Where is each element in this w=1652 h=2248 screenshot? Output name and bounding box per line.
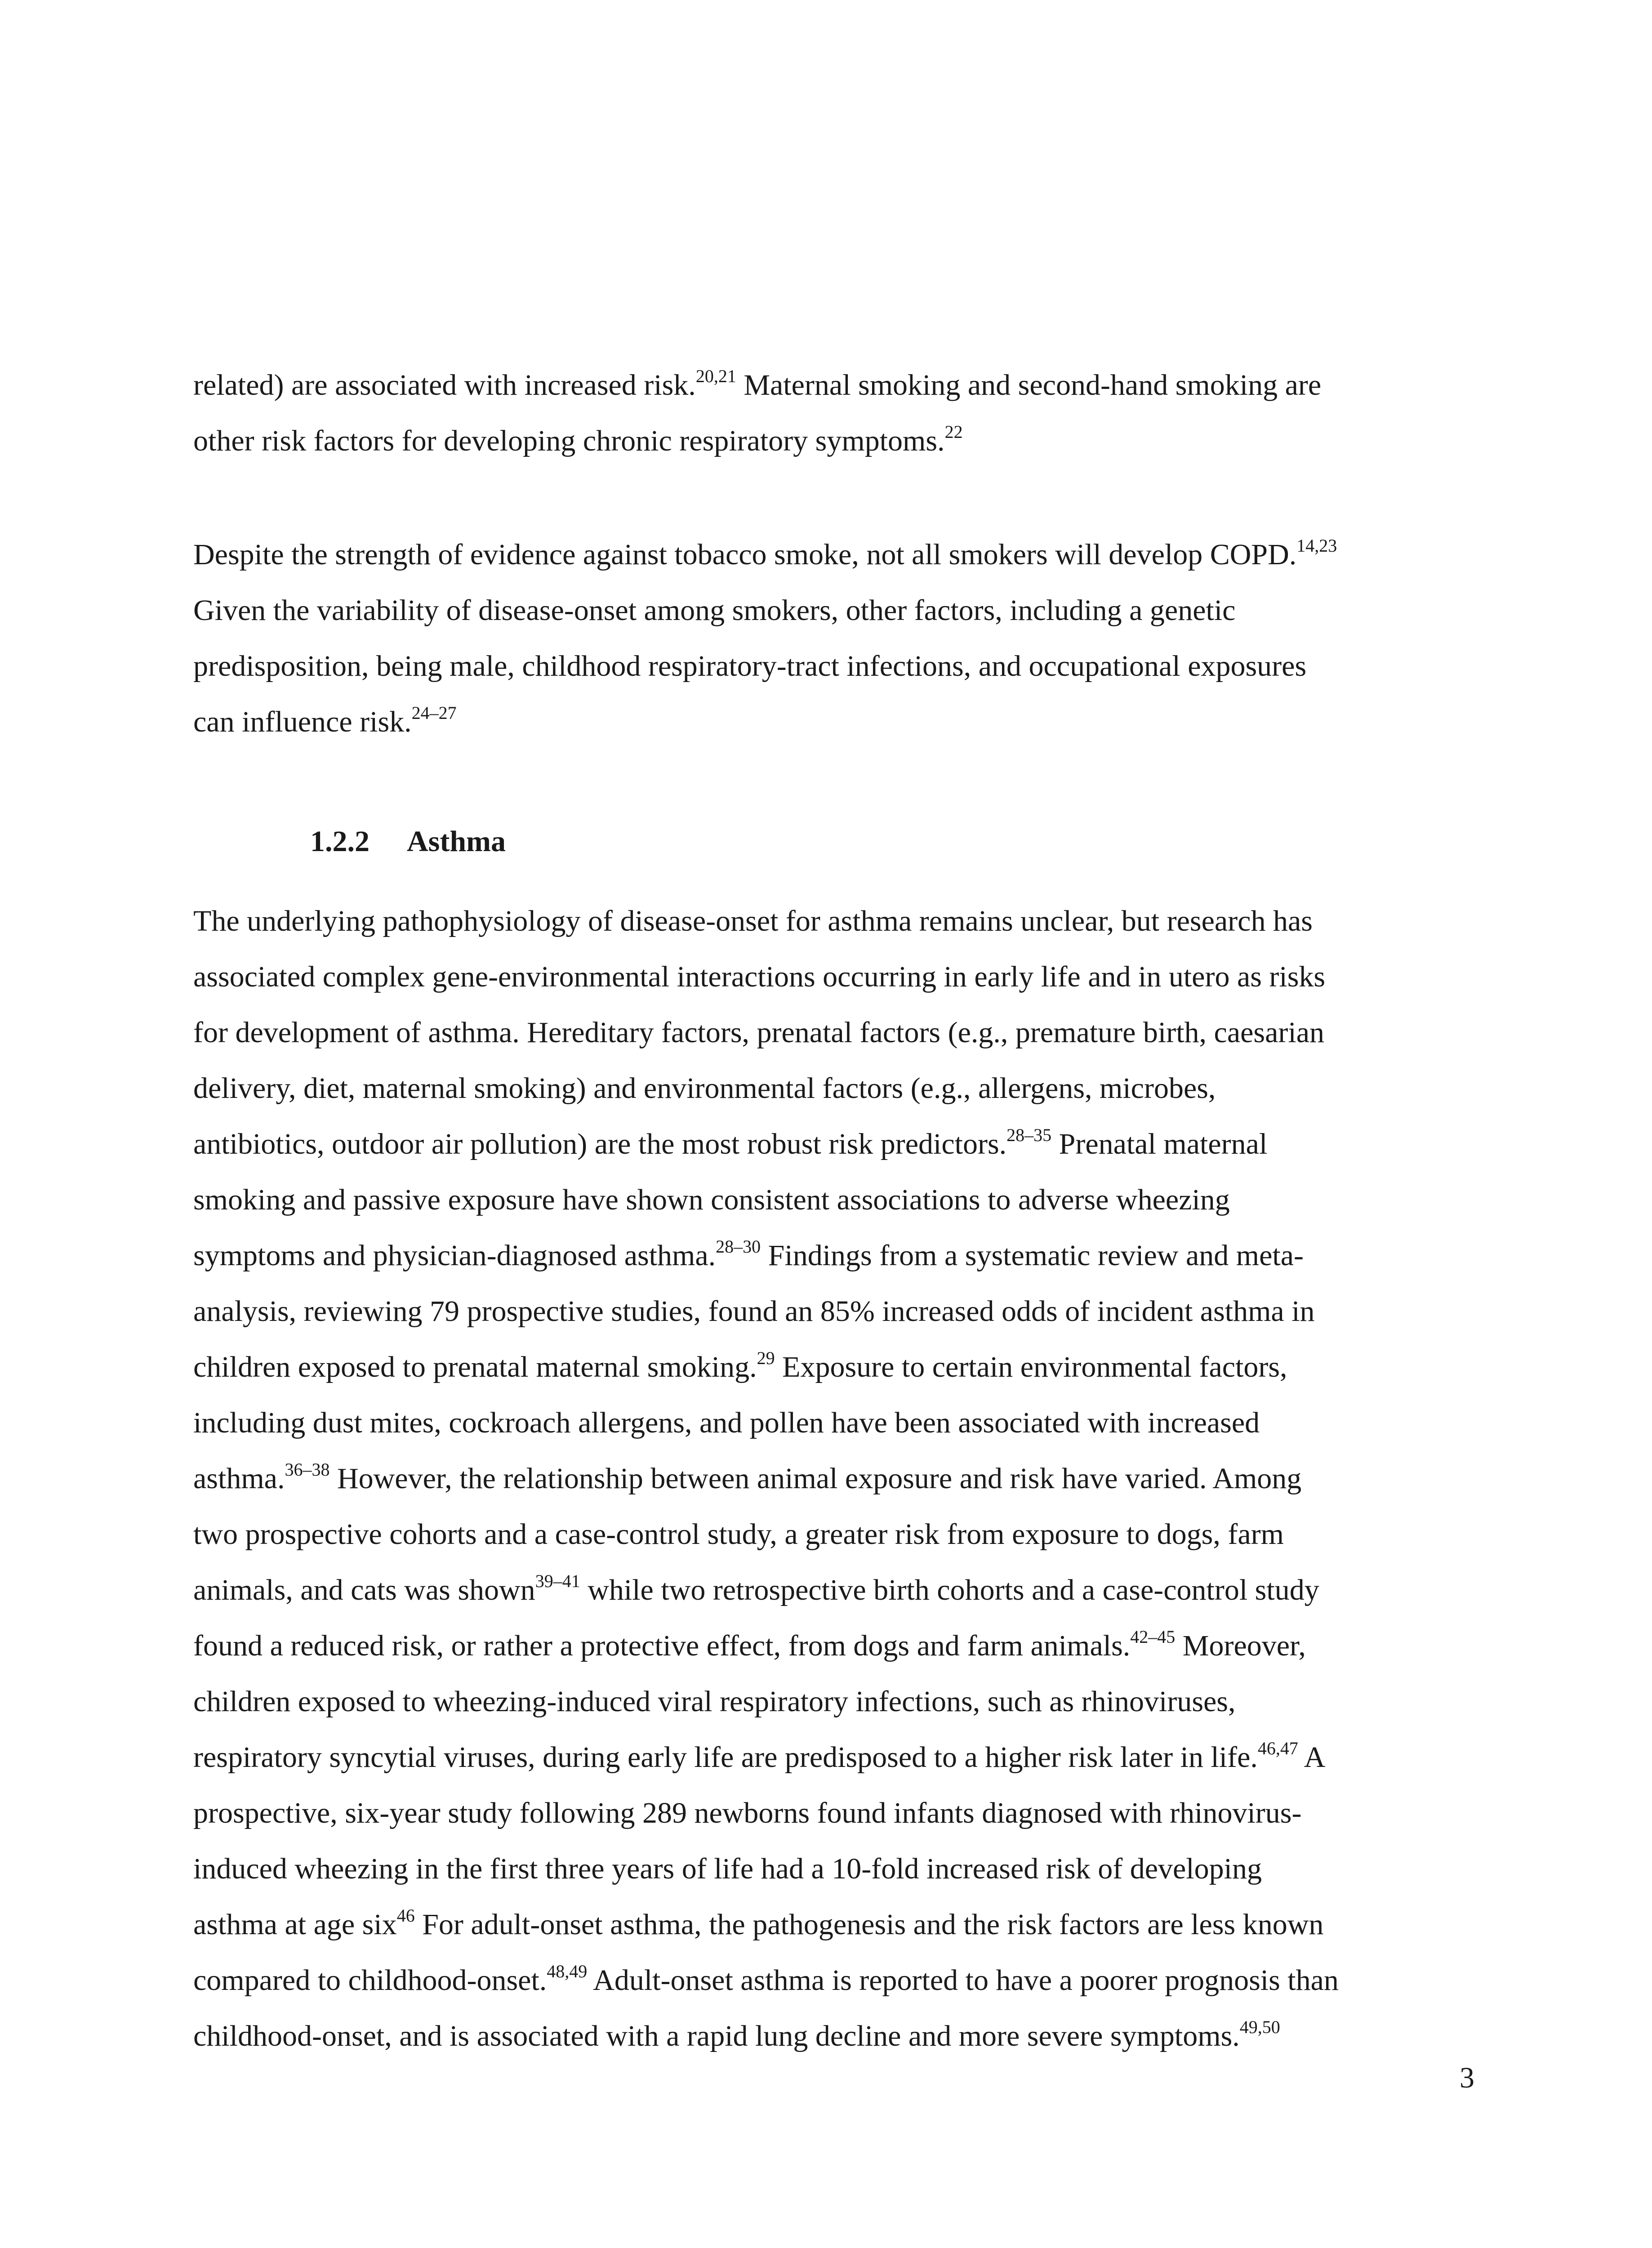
text-run: Prenatal maternal <box>1051 1128 1268 1160</box>
text-line <box>193 1841 1474 1897</box>
citation-superscript: 24–27 <box>411 703 457 723</box>
text-run: The underlying pathophysiology of disease-onset for asthma remains unclear, but research has <box>193 905 1313 937</box>
text-line <box>193 413 1474 469</box>
text-line <box>193 893 1474 949</box>
text-run: while two retrospective birth cohorts and a case-control study <box>580 1574 1319 1606</box>
text-line <box>193 1618 1474 1674</box>
citation-superscript: 20,21 <box>695 366 736 386</box>
text-line <box>193 694 1474 750</box>
text-line <box>193 1953 1474 2008</box>
text-run: animals, and cats was shown <box>193 1574 535 1606</box>
text-run: childhood-onset, and is associated with a rapid lung decline and more severe symptoms. <box>193 2020 1240 2052</box>
text-run: Given the variability of disease-onset among smokers, other factors, including a genetic <box>193 594 1236 627</box>
text-run: found a reduced risk, or rather a protective effect, from dogs and farm animals. <box>193 1629 1131 1662</box>
text-run: including dust mites, cockroach allergens, and pollen have been associated with increased <box>193 1406 1260 1439</box>
text-run: Exposure to certain environmental factors, <box>775 1351 1287 1383</box>
text-line <box>193 1228 1474 1284</box>
text-line <box>193 1730 1474 1785</box>
text-run: A <box>1298 1741 1326 1774</box>
text-line <box>193 638 1474 694</box>
citation-superscript: 49,50 <box>1239 2017 1280 2037</box>
text-line <box>193 1674 1474 1730</box>
paragraph-asthma <box>193 893 1474 2064</box>
citation-superscript: 14,23 <box>1296 535 1337 556</box>
citation-superscript: 22 <box>944 422 963 442</box>
citation-superscript: 48,49 <box>547 1961 588 1981</box>
text-run: smoking and passive exposure have shown consistent associations to adverse wheezing <box>193 1183 1230 1216</box>
text-run: Moreover, <box>1175 1629 1306 1662</box>
text-line <box>193 357 1474 413</box>
text-line <box>193 1284 1474 1339</box>
citation-superscript: 36–38 <box>285 1459 330 1480</box>
text-line <box>193 1507 1474 1562</box>
text-run: asthma at age six <box>193 1908 397 1941</box>
text-run: prospective, six-year study following 289 newborns found infants diagnosed with rhinovirus- <box>193 1797 1302 1829</box>
text-run: children exposed to prenatal maternal smoking. <box>193 1351 757 1383</box>
text-run: antibiotics, outdoor air pollution) are the most robust risk predictors. <box>193 1128 1007 1160</box>
text-line <box>193 1339 1474 1395</box>
text-line <box>193 1562 1474 1618</box>
text-run: two prospective cohorts and a case-control study, a greater risk from exposure to dogs, farm <box>193 1518 1284 1551</box>
citation-superscript: 39–41 <box>535 1571 580 1591</box>
text-run: induced wheezing in the first three years of life had a 10-fold increased risk of developing <box>193 1852 1262 1885</box>
section-heading <box>310 814 506 870</box>
text-line <box>193 1172 1474 1228</box>
text-run: asthma. <box>193 1462 285 1495</box>
text-run: other risk factors for developing chronic respiratory symptoms. <box>193 424 945 457</box>
text-line <box>193 1451 1474 1507</box>
section-title: Asthma <box>407 825 506 858</box>
text-run: Findings from a systematic review and meta- <box>761 1239 1304 1272</box>
paragraph-copd-onset <box>193 527 1474 750</box>
text-line <box>193 1785 1474 1841</box>
text-run: children exposed to wheezing-induced viral respiratory infections, such as rhinoviruses, <box>193 1685 1236 1718</box>
paragraph-risk-factors-continued <box>193 357 1474 469</box>
text-line <box>193 527 1474 583</box>
text-run: associated complex gene-environmental interactions occurring in early life and in utero as risks <box>193 960 1326 993</box>
text-run: For adult-onset asthma, the pathogenesis and the risk factors are less known <box>414 1908 1324 1941</box>
citation-superscript: 46 <box>396 1905 415 1926</box>
text-run: symptoms and physician-diagnosed asthma. <box>193 1239 716 1272</box>
citation-superscript: 42–45 <box>1130 1627 1176 1647</box>
text-run: predisposition, being male, childhood respiratory-tract infections, and occupational exposures <box>193 650 1307 682</box>
text-line <box>193 1005 1474 1061</box>
text-run: delivery, diet, maternal smoking) and environmental factors (e.g., allergens, microbes, <box>193 1072 1216 1105</box>
text-line <box>193 1061 1474 1116</box>
text-line <box>193 583 1474 638</box>
text-run: compared to childhood-onset. <box>193 1964 547 1997</box>
section-number: 1.2.2 <box>310 825 370 858</box>
text-line <box>193 1395 1474 1451</box>
text-run: analysis, reviewing 79 prospective studies, found an 85% increased odds of incident asthma in <box>193 1295 1315 1328</box>
text-line <box>193 2008 1474 2064</box>
citation-superscript: 29 <box>757 1348 775 1368</box>
page-number: 3 <box>1460 2061 1474 2094</box>
text-run: Maternal smoking and second-hand smoking are <box>736 369 1322 401</box>
text-run: Adult-onset asthma is reported to have a poorer prognosis than <box>587 1964 1339 1997</box>
text-run: for development of asthma. Hereditary factors, prenatal factors (e.g., premature birth, caesarian <box>193 1016 1325 1049</box>
text-line <box>193 1897 1474 1953</box>
text-run: can influence risk. <box>193 705 412 738</box>
text-run: Despite the strength of evidence against tobacco smoke, not all smokers will develop COPD. <box>193 538 1297 571</box>
citation-superscript: 28–30 <box>716 1236 761 1257</box>
text-run: related) are associated with increased risk. <box>193 369 696 401</box>
citation-superscript: 28–35 <box>1006 1125 1052 1145</box>
text-line <box>193 1116 1474 1172</box>
text-line <box>193 949 1474 1005</box>
text-run: However, the relationship between animal exposure and risk have varied. Among <box>330 1462 1302 1495</box>
citation-superscript: 46,47 <box>1257 1738 1298 1758</box>
text-run: respiratory syncytial viruses, during early life are predisposed to a higher risk later in life. <box>193 1741 1258 1774</box>
